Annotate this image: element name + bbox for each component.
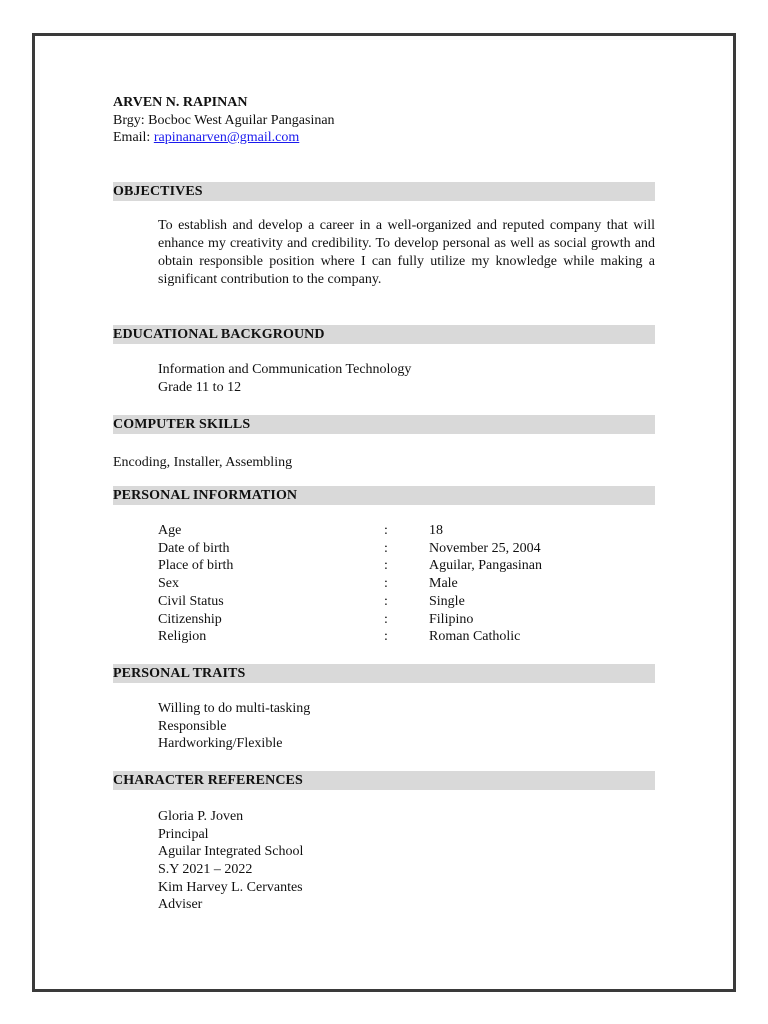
info-row-citizenship [158,611,655,629]
info-colon: : [384,629,388,645]
education-line: Grade 11 to 12 [158,379,242,395]
education-line: Information and Communication Technology [158,362,412,377]
info-colon: : [384,593,388,609]
info-row-place-of-birth [158,557,655,575]
reference-line: Kim Harvey L. Cervantes [158,879,303,895]
info-colon: : [384,611,388,627]
info-value: Single [429,593,465,609]
info-value: Roman Catholic [429,629,521,645]
traits-heading: PERSONAL TRAITS [113,664,655,683]
info-row-sex [158,575,655,593]
references-heading: CHARACTER REFERENCES [113,771,655,790]
info-value: Filipino [429,611,474,627]
applicant-name: ARVEN N. RAPINAN [113,95,248,110]
info-row-civil-status [158,593,655,611]
info-value: 18 [429,523,443,538]
address-line: Brgy: Bocboc West Aguilar Pangasinan [113,113,335,128]
info-colon: : [384,523,388,538]
info-row-date-of-birth [158,540,655,558]
info-label: Age [158,523,182,538]
references-list [158,808,303,914]
education-list [158,361,411,396]
info-value: Aguilar, Pangasinan [429,558,542,574]
info-label: Civil Status [158,593,224,609]
traits-list [158,700,310,753]
objectives-heading: OBJECTIVES [113,182,655,201]
info-value: November 25, 2004 [429,540,541,556]
info-label: Sex [158,576,179,592]
email-link[interactable]: rapinanarven@gmail.com [153,130,300,145]
email-line [113,129,299,147]
info-colon: : [384,540,388,556]
info-colon: : [384,558,388,574]
reference-line: Principal [158,826,209,842]
objectives-text: To establish and develop a career in a well-organized and reputed company that will enhance my creativity and credibility. To develop personal as well as social growth and obtain responsible position where I can fully utilize my knowledge while making a significant contribution to the company. [158,218,655,287]
info-label: Citizenship [158,611,222,627]
info-label: Date of birth [158,540,230,556]
skills-heading: COMPUTER SKILLS [113,415,655,434]
education-heading: EDUCATIONAL BACKGROUND [113,325,655,344]
reference-line: S.Y 2021 – 2022 [158,862,253,878]
info-row-religion [158,628,655,646]
trait-item: Hardworking/Flexible [158,736,283,752]
resume-page [32,33,736,992]
trait-item: Responsible [158,718,227,734]
personal-info-heading: PERSONAL INFORMATION [113,486,655,505]
info-label: Place of birth [158,558,234,574]
reference-line: Adviser [158,897,203,913]
reference-line: Gloria P. Joven [158,809,244,824]
trait-item: Willing to do multi-tasking [158,701,311,716]
reference-line: Aguilar Integrated School [158,844,304,860]
info-row-age [158,522,655,540]
skills-text: Encoding, Installer, Assembling [113,455,293,470]
info-value: Male [429,576,458,592]
info-label: Religion [158,629,207,645]
info-colon: : [384,576,388,592]
email-label: Email: [113,130,154,145]
